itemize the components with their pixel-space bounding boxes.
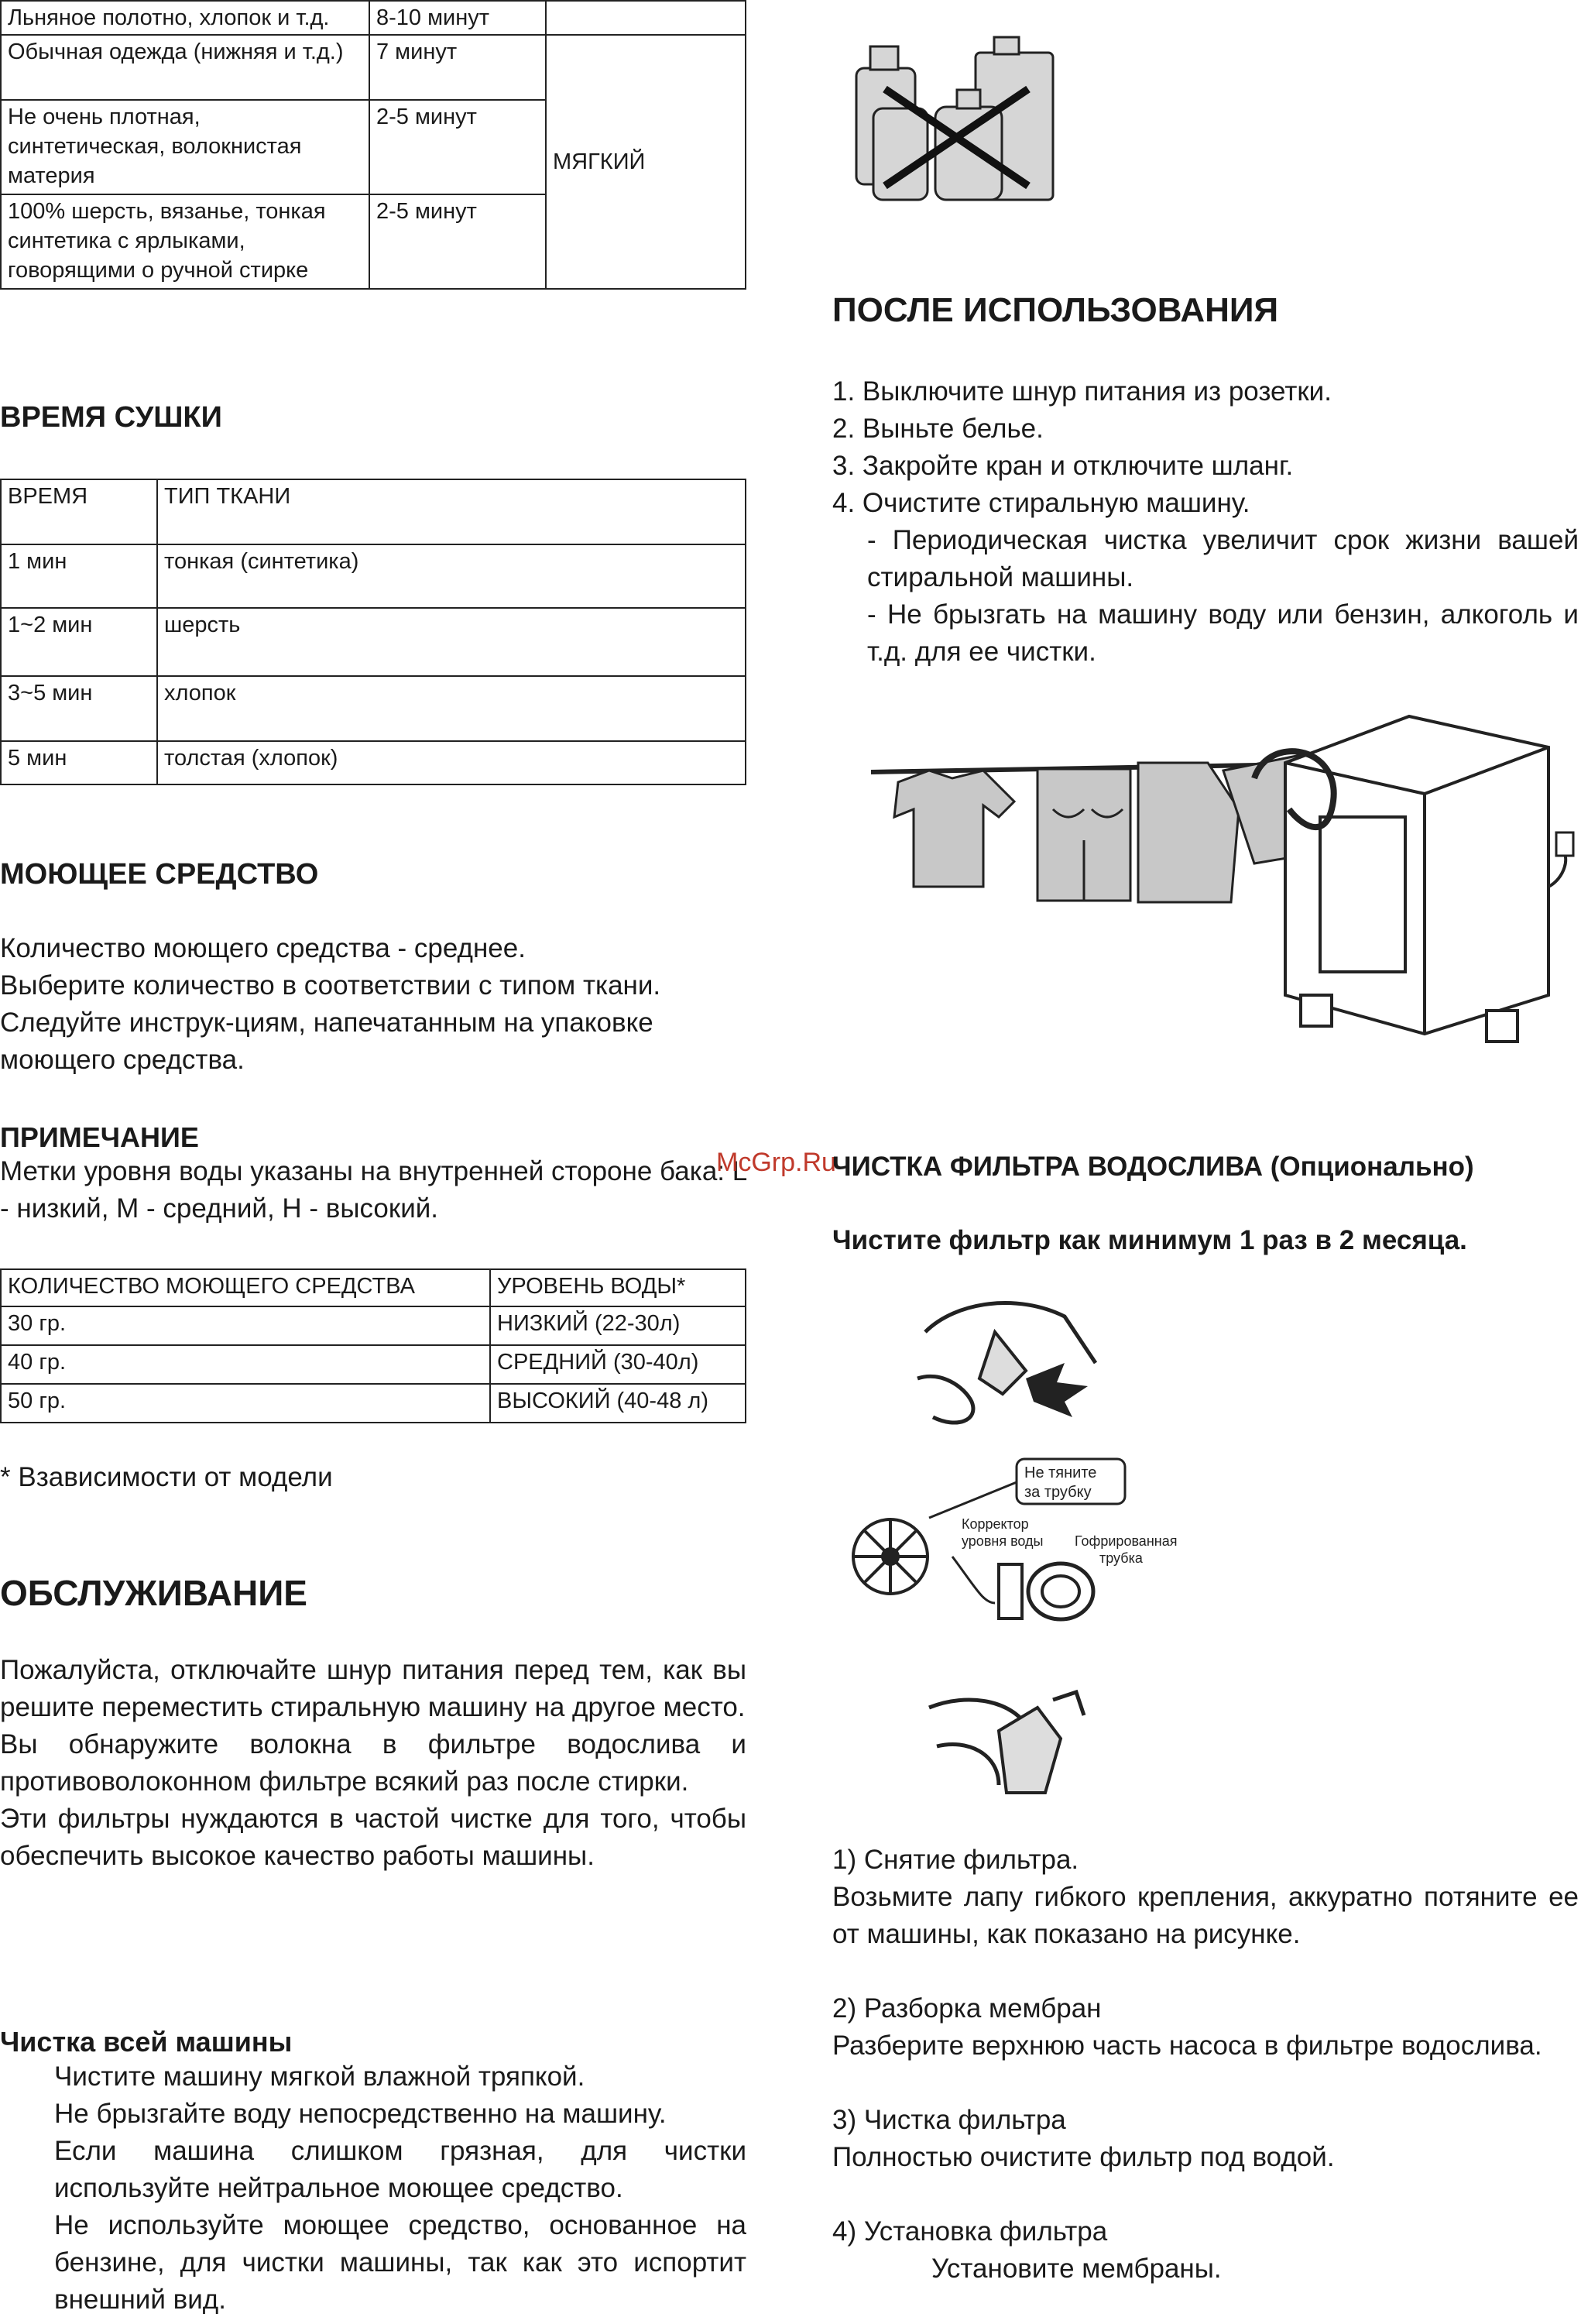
time-cell: 3~5 мин [1, 676, 157, 741]
table-row [1, 1306, 746, 1345]
time-cell: 2-5 минут [369, 100, 546, 194]
filter-subtitle: Чистите фильтр как минимум 1 раз в 2 месяца. [832, 1225, 1467, 1255]
cleaning-text [54, 2058, 746, 2319]
filter-step-text: Разберите верхнюю часть насоса в фильтре водослива. [832, 2030, 1542, 2061]
cleaning-line: Не используйте моющее средство, основанное на бензине, для чистки машины, так как это испортит внешний вид. [54, 2210, 746, 2315]
filter-step-title: 3) Чистка фильтра [832, 2105, 1066, 2135]
time-cell: 5 мин [1, 741, 157, 784]
table-row [1, 544, 746, 608]
maintenance-paragraph: Пожалуйста, отключайте шнур питания перед тем, как вы решите переместить стиральную машину на другое место. [0, 1655, 746, 1722]
table-row [1, 35, 746, 100]
filter-cleaning-illustration [921, 1684, 1092, 1808]
fabric-cell: 100% шерсть, вязанье, тонкая синтетика с ярлыками, говорящими о ручной стирке [1, 194, 369, 289]
detergent-heading: МОЮЩЕЕ СРЕДСТВО [0, 858, 319, 891]
after-use-bullet: - Не брызгать на машину воду или бензин, алкоголь и т.д. для ее чистки. [867, 599, 1579, 667]
cleaning-line: Не брызгайте воду непосредственно на машину. [54, 2099, 667, 2129]
time-cell: 8-10 минут [369, 1, 546, 35]
fabric-cell: Не очень плотная, синтетическая, волокнистая материя [1, 100, 369, 194]
header-cell: ТИП ТКАНИ [157, 479, 746, 544]
time-cell: 1~2 мин [1, 608, 157, 676]
level-cell: СРЕДНИЙ (30-40л) [490, 1345, 746, 1384]
after-use-step: 4. Очистите стиральную машину. [832, 488, 1250, 518]
filter-steps [832, 1842, 1579, 2288]
level-cell: НИЗКИЙ (22-30л) [490, 1306, 746, 1345]
after-use-bullet: - Периодическая чистка увеличит срок жизни вашей стиральной машины. [867, 525, 1579, 592]
corrector-label: уровня воды [962, 1533, 1044, 1549]
amount-cell: 50 гр. [1, 1384, 490, 1423]
corrector-label: Корректор [962, 1516, 1029, 1532]
fabric-cell: Льняное полотно, хлопок и т.д. [1, 1, 369, 35]
cleaning-subheading: Чистка всей машины [0, 2026, 293, 2058]
filter-step-title: 2) Разборка мембран [832, 1993, 1102, 2024]
filter-heading: ЧИСТКА ФИЛЬТРА ВОДОСЛИВА (Опционально) [832, 1152, 1474, 1182]
maintenance-paragraph: Вы обнаружите волокна в фильтре водослива и противоволоконном фильтре всякий раз после стирки. [0, 1729, 746, 1797]
mode-cell-empty [546, 1, 746, 35]
watermark-text: McGrp.Ru [716, 1148, 836, 1177]
after-use-step: 2. Выньте белье. [832, 414, 1044, 444]
detergent-line: Выберите количество в соответствии с типом ткани. [0, 970, 661, 1001]
after-use-step: 1. Выключите шнур питания из розетки. [832, 376, 1332, 407]
table-row [1, 741, 746, 784]
time-cell: 1 мин [1, 544, 157, 608]
table-row [1, 1269, 746, 1306]
filter-step-text: Установите мембраны. [931, 2254, 1222, 2284]
header-cell: УРОВЕНЬ ВОДЫ* [490, 1269, 746, 1306]
time-cell: 2-5 минут [369, 194, 546, 289]
note-text: Метки уровня воды указаны на внутренней стороне бака: L - низкий, М - средний, Н - высокий. [0, 1156, 746, 1224]
filter-step-title: 1) Снятие фильтра. [832, 1845, 1079, 1875]
header-cell: ВРЕМЯ [1, 479, 157, 544]
table-row [1, 1, 746, 35]
filter-step [832, 1990, 1579, 2065]
filter-step-title: 4) Установка фильтра [832, 2216, 1108, 2247]
after-use-steps [832, 373, 1579, 671]
level-cell: ВЫСОКИЙ (40-48 л) [490, 1384, 746, 1423]
time-cell: 7 минут [369, 35, 546, 100]
after-use-step: 3. Закройте кран и отключите шланг. [832, 451, 1294, 481]
filter-step-text: Возьмите лапу гибкого крепления, аккуратно потяните ее от машины, как показано на рисунке. [832, 1882, 1579, 1949]
drying-laundry-illustration [867, 701, 1579, 1073]
detergent-text [0, 930, 746, 1079]
wash-time-table [0, 0, 746, 290]
filter-step [832, 2213, 1579, 2288]
amount-cell: 30 гр. [1, 1306, 490, 1345]
table-row [1, 608, 746, 676]
filter-removal-illustration [910, 1286, 1111, 1433]
table-row [1, 676, 746, 741]
table-row [1, 1345, 746, 1384]
fabric-cell: тонкая (синтетика) [157, 544, 746, 608]
maintenance-paragraph: Эти фильтры нуждаются в частой чистке для того, чтобы обеспечить высокое качество работы машины. [0, 1804, 746, 1871]
amount-cell: 40 гр. [1, 1345, 490, 1384]
fabric-cell: толстая (хлопок) [157, 741, 746, 784]
cleaning-line: Чистите машину мягкой влажной тряпкой. [54, 2061, 585, 2092]
callout-line: Не тяните [1024, 1464, 1097, 1481]
after-use-heading: ПОСЛЕ ИСПОЛЬЗОВАНИЯ [832, 291, 1279, 329]
filter-step-text: Полностью очистите фильтр под водой. [832, 2142, 1335, 2172]
cleaning-line: Если машина слишком грязная, для чистки используйте нейтральное моющее средство. [54, 2136, 746, 2203]
maintenance-heading: ОБСЛУЖИВАНИЕ [0, 1573, 307, 1613]
detergent-line: Следуйте инструк-циям, напечатанным на упаковке моющего средства. [0, 1008, 653, 1075]
drying-heading: ВРЕМЯ СУШКИ [0, 401, 222, 434]
fabric-cell: Обычная одежда (нижняя и т.д.) [1, 35, 369, 100]
mode-cell: МЯГКИЙ [546, 35, 746, 289]
hose-label: трубка [1099, 1550, 1143, 1566]
detergent-line: Количество моющего средства - среднее. [0, 933, 526, 963]
filter-step [832, 1842, 1579, 1953]
fabric-cell: хлопок [157, 676, 746, 741]
footnote: * Взависимости от модели [0, 1462, 333, 1492]
hose-label: Гофрированная [1075, 1533, 1178, 1549]
filter-step [832, 2102, 1579, 2176]
note-heading: ПРИМЕЧАНИЕ [0, 1121, 199, 1153]
table-row [1, 479, 746, 544]
maintenance-text [0, 1652, 746, 1875]
header-cell: КОЛИЧЕСТВО МОЮЩЕГО СРЕДСТВА [1, 1269, 490, 1306]
water-level-table [0, 1268, 746, 1423]
no-chemicals-illustration [842, 23, 1067, 209]
table-row [1, 1384, 746, 1423]
callout-line: за трубку [1024, 1484, 1092, 1501]
filter-disassembly-illustration [828, 1448, 1200, 1649]
fabric-cell: шерсть [157, 608, 746, 676]
drying-table [0, 479, 746, 785]
